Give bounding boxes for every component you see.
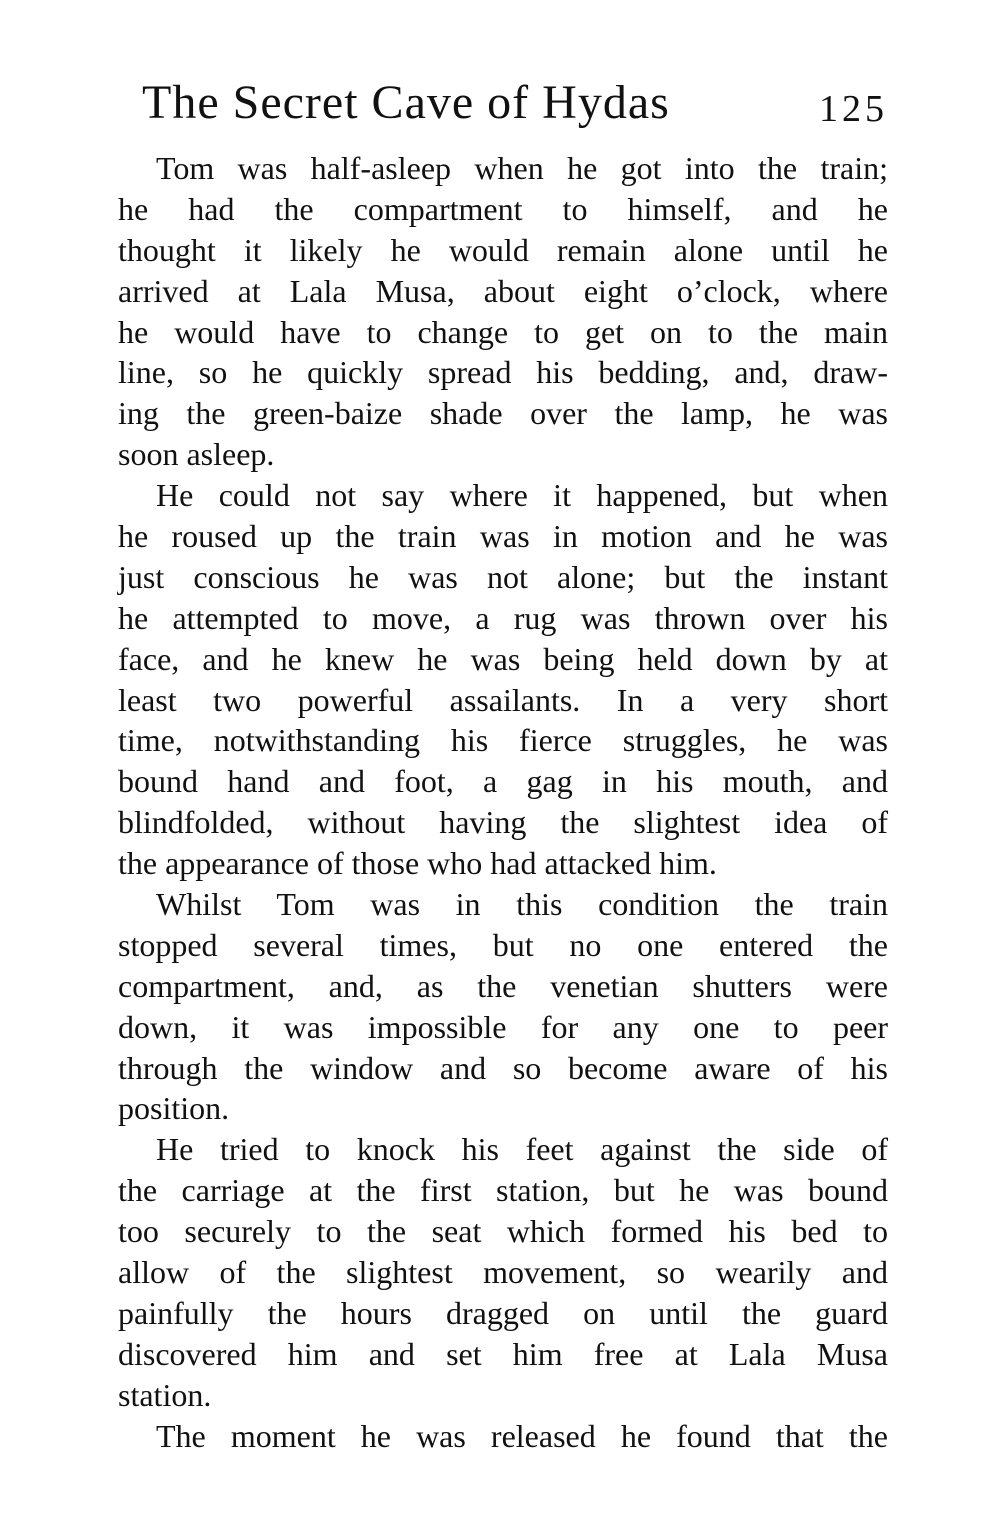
page-number: 125	[819, 88, 888, 130]
running-header	[118, 72, 888, 134]
text-line: The moment he was released he found that the	[156, 1417, 888, 1454]
text-line: least two powerful assailants. In a very short	[118, 681, 888, 718]
text-line: time, notwithstanding his fierce struggles, he was	[118, 722, 888, 759]
text-line: He could not say where it happened, but when	[156, 477, 888, 514]
text-line: line, so he quickly spread his bedding, and, draw-	[118, 354, 888, 391]
text-line: too securely to the seat which formed his bed to	[118, 1213, 888, 1250]
paragraph	[118, 148, 888, 475]
running-title: The Secret Cave of Hydas	[142, 76, 670, 129]
text-line: stopped several times, but no one entered the	[118, 926, 888, 963]
text-line: ing the green-baize shade over the lamp, he was	[118, 395, 888, 432]
text-line: painfully the hours dragged on until the guard	[118, 1294, 888, 1331]
paragraph	[118, 884, 888, 1129]
text-line: he roused up the train was in motion and he was	[118, 518, 888, 555]
text-line: station.	[118, 1376, 212, 1413]
text-line: Whilst Tom was in this condition the train	[156, 886, 888, 923]
text-line: through the window and so become aware of his	[118, 1049, 888, 1086]
text-line: down, it was impossible for any one to peer	[118, 1008, 888, 1045]
text-line: allow of the slightest movement, so wearily and	[118, 1254, 888, 1291]
text-line: just conscious he was not alone; but the instant	[118, 558, 888, 595]
text-line: position.	[118, 1090, 230, 1127]
text-line: soon asleep.	[118, 436, 275, 473]
text-line: thought it likely he would remain alone until he	[118, 231, 888, 268]
text-line: he attempted to move, a rug was thrown over his	[118, 599, 888, 636]
text-line: He tried to knock his feet against the side of	[156, 1131, 888, 1168]
text-line: he would have to change to get on to the main	[118, 313, 888, 350]
text-line: compartment, and, as the venetian shutters were	[118, 967, 888, 1004]
paragraph	[118, 1129, 888, 1415]
text-line: bound hand and foot, a gag in his mouth, and	[118, 763, 888, 800]
text-line: arrived at Lala Musa, about eight o’clock, where	[118, 272, 888, 309]
text-line: Tom was half-asleep when he got into the train;	[156, 150, 888, 186]
page-body	[118, 148, 888, 1457]
text-line: the carriage at the first station, but he was bound	[118, 1172, 888, 1209]
text-line: the appearance of those who had attacked him.	[118, 845, 717, 882]
text-line: discovered him and set him free at Lala Musa	[118, 1335, 888, 1372]
text-line: face, and he knew he was being held down by at	[118, 640, 888, 677]
paragraph	[118, 475, 888, 884]
paragraph	[118, 1416, 888, 1457]
text-line: he had the compartment to himself, and he	[118, 190, 888, 227]
text-line: blindfolded, without having the slightest idea of	[118, 804, 888, 841]
